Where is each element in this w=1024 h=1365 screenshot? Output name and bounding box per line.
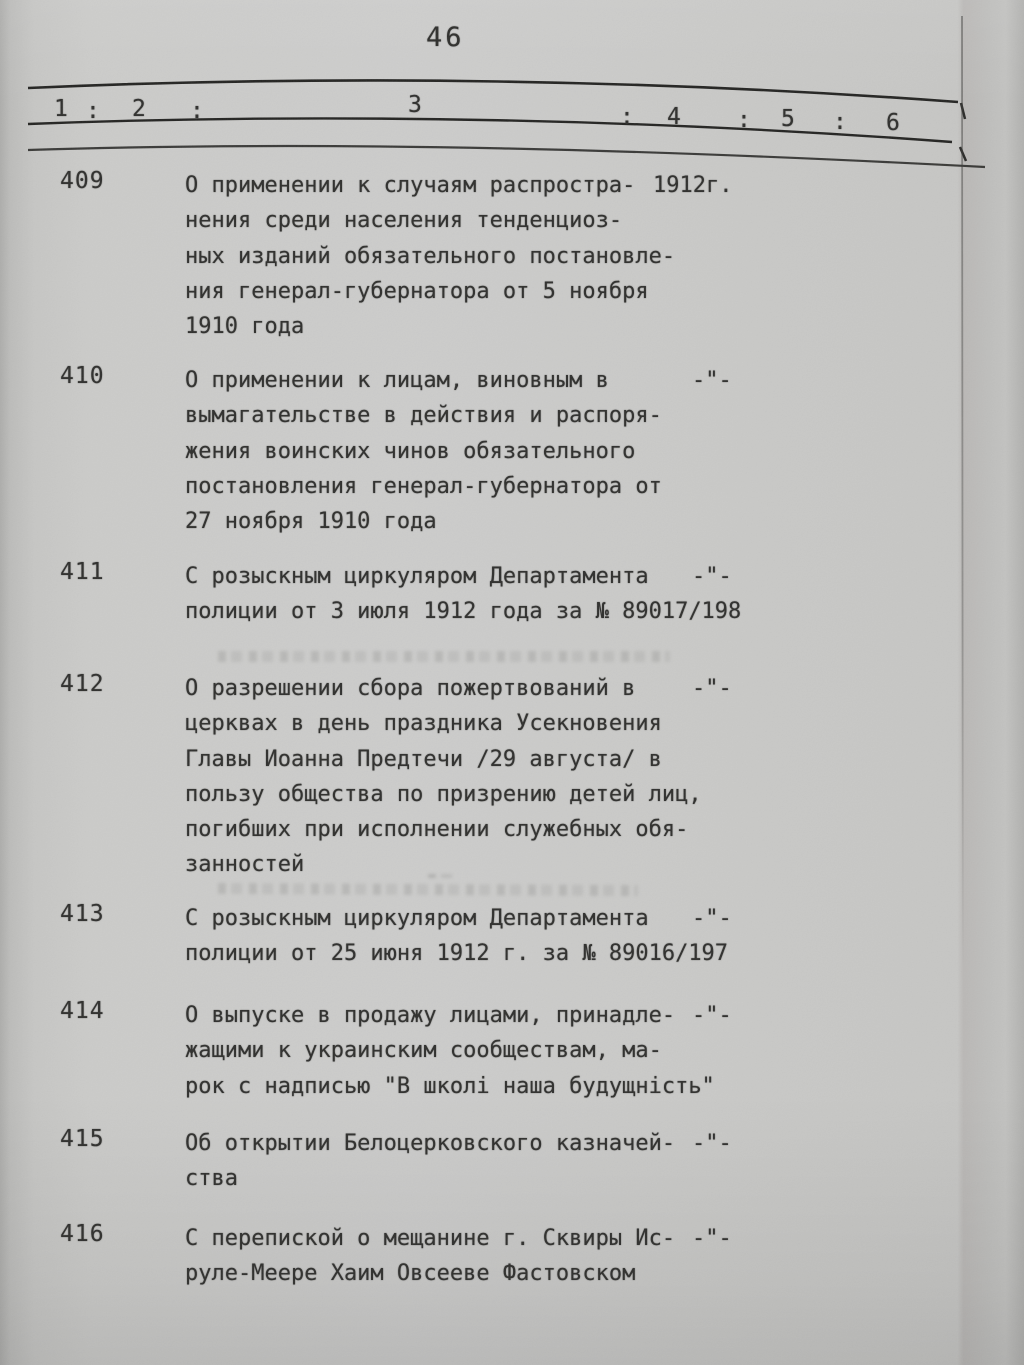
page-number: 46 [426,22,465,53]
column-separator: : [620,104,634,130]
entry-number: 409 [60,168,105,194]
entry-text-line: С розыскным циркуляром Департамента [185,906,649,931]
entry-text-line: С перепиской о мещанине г. Сквиры Ис- [185,1226,676,1251]
column-header-6: 6 [886,110,900,136]
entry-text-line: рок с надписью "В школі наша будущність" [185,1073,715,1099]
entry-text-line: Об открытии Белоцерковского казначей- [185,1131,676,1156]
entry-ditto-mark: -"- [692,1003,732,1028]
entry-ditto-mark: -"- [692,1131,732,1156]
entry-description [185,671,702,883]
entry-number: 412 [60,671,105,697]
entry-number: 416 [60,1221,105,1247]
column-separator: : [737,107,751,133]
column-separator: : [190,98,204,124]
entry-text-line: нения среди населения тенденциоз- [185,208,623,234]
entry-text-line: О применении к случаям распростра- [185,173,636,198]
entry-number: 414 [60,998,105,1024]
column-header-5: 5 [781,106,795,132]
entry-text-line: ных изданий обязательного постановле- [185,243,676,269]
entry-text-line: 27 ноября 1910 года [185,509,437,535]
entry-description [185,168,675,344]
entry-text-line: О разрешении сбора пожертвований в [185,676,636,701]
column-header-2: 2 [132,96,146,122]
entry-text-line: жения воинских чинов обязательного [185,438,636,464]
column-header-1: 1 [54,96,68,122]
entry-text-line: церквах в день праздника Усекновения [185,711,662,737]
entry-text-line: постановления генерал-губернатора от [185,473,662,499]
bleedthrough-smudge [218,883,638,896]
ink-speck [428,874,454,878]
entry-ditto-mark: -"- [692,1226,732,1251]
entry-description [185,559,741,630]
entry-ditto-mark: -"- [692,676,732,701]
entry-ditto-mark: -"- [692,368,732,393]
bleedthrough-smudge [218,651,670,662]
entry-description [185,363,662,539]
entry-description [185,1221,675,1292]
entry-text-line: жащими к украинским сообществам, ма- [185,1038,662,1064]
entry-text-line: Главы Иоанна Предтечи /29 августа/ в [185,746,662,772]
column-separator: : [86,98,100,124]
entry-date: 1912г. [653,173,733,198]
entry-number: 411 [60,559,105,585]
entry-text-line: занностей [185,852,305,878]
entry-ditto-mark: -"- [692,564,732,589]
entry-text-line: пользу общества по призрению детей лиц, [185,781,702,807]
column-header-3: 3 [408,92,422,118]
entry-text-line: вымагательстве в действия и распоря- [185,403,662,429]
column-separator: : [833,109,847,135]
entry-description [185,998,715,1104]
entry-text-line: руле-Меере Хаим Овсееве Фастовском [185,1261,636,1287]
entry-text-line: ния генерал-губернатора от 5 ноября [185,278,649,304]
entry-text-line: С розыскным циркуляром Департамента [185,564,649,589]
entry-text-line: О применении к лицам, виновным в [185,368,609,393]
entry-text-line: 1910 года [185,314,305,340]
entry-text-line: О выпуске в продажу лицами, принадле- [185,1003,676,1028]
column-header-4: 4 [667,104,681,130]
entry-text-line: ства [185,1166,238,1192]
entry-text-line: полиции от 3 июля 1912 года за № 89017/198 [185,599,742,625]
entry-ditto-mark: -"- [692,906,732,931]
entry-text-line: полиции от 25 июня 1912 г. за № 89016/197 [185,941,729,967]
entry-description [185,901,728,972]
entry-number: 415 [60,1126,105,1152]
entry-description [185,1126,675,1197]
entry-text-line: погибших при исполнении служебных обя- [185,817,689,843]
entry-number: 413 [60,901,105,927]
entry-number: 410 [60,363,105,389]
